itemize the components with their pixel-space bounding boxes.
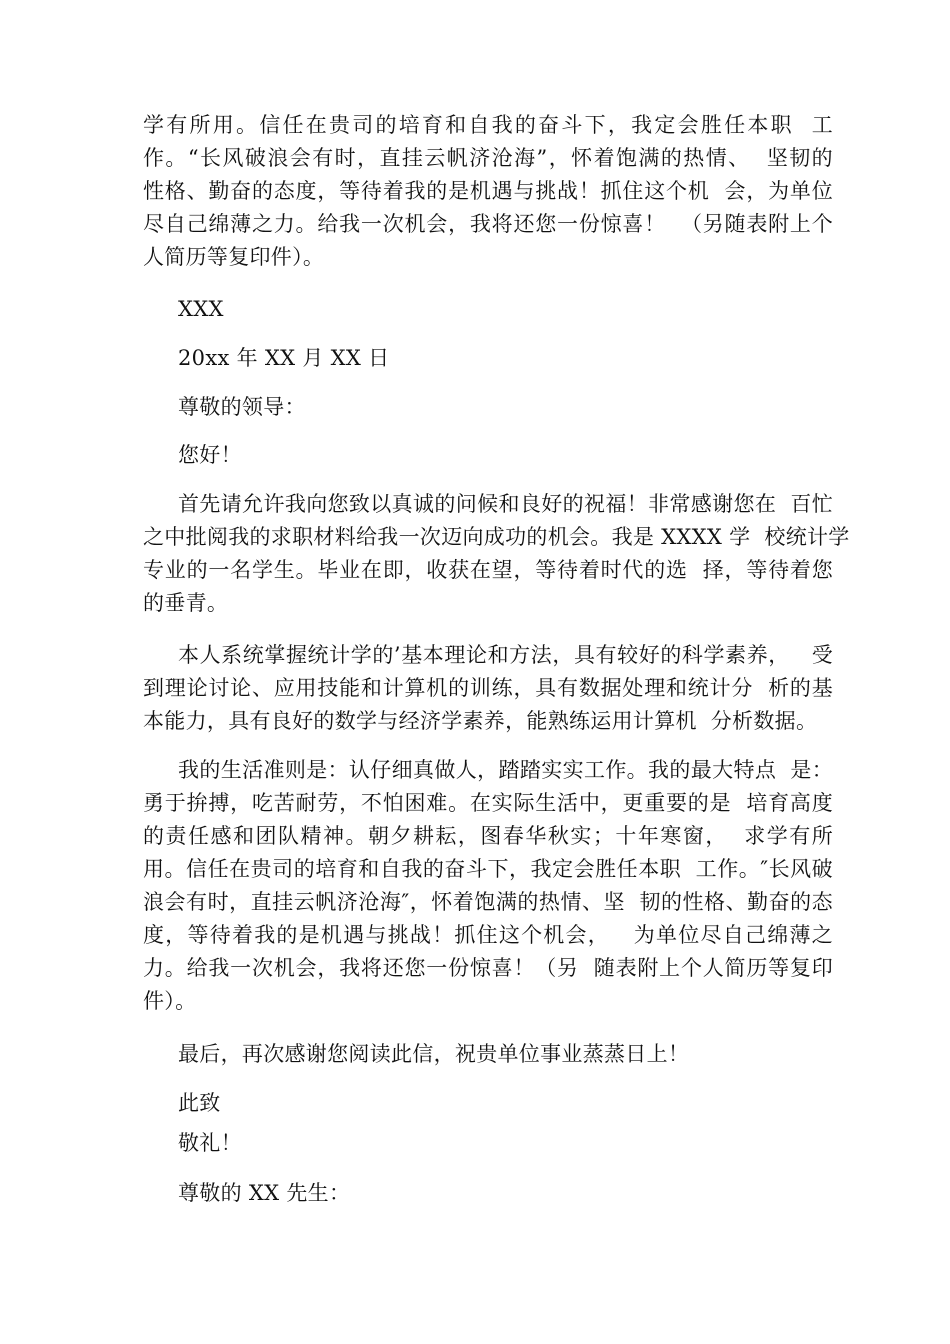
sign-off-2: 敬礼！ <box>178 1131 242 1155</box>
greeting: 您好！ <box>178 443 242 467</box>
p3-line-1: 我的生活准则是：认仔细真做人，踏踏实实工作。我的最大特点 是： <box>178 758 833 782</box>
letter-date: 20xx 年 XX 月 XX 日 <box>178 346 390 370</box>
p1-line-1: 首先请允许我向您致以真诚的问候和良好的祝福！非常感谢您在 百忙 <box>178 492 833 516</box>
intro-line-1: 学有所用。信任在贵司的培育和自我的奋斗下，我定会胜任本职 工 <box>143 113 833 137</box>
p3-line-6: 度，等待着我的是机遇与挑战！抓住这个机会， 为单位尽自己绵薄之 <box>143 923 833 947</box>
p3-line-3: 的责任感和团队精神。朝夕耕耘，图春华秋实；十年寒窗， 求学有所 <box>143 824 833 848</box>
p2-line-2: 到理论讨论、应用技能和计算机的训练，具有数据处理和统计分 析的基 <box>143 676 833 700</box>
intro-line-2: 作。“长风破浪会有时，直挂云帆济沧海”，怀着饱满的热情、 坚韧的 <box>143 146 833 170</box>
sign-off-1: 此致 <box>178 1091 221 1115</box>
p1-line-2: 之中批阅我的求职材料给我一次迈向成功的机会。我是 XXXX 学 校统计学 <box>143 525 850 549</box>
p3-line-2: 勇于拚搏，吃苦耐劳，不怕困难。在实际生活中，更重要的是 培育高度 <box>143 791 833 815</box>
p3-line-5: 浪会有时，直挂云帆济沧海″，怀着饱满的热情、坚 韧的性格、勤奋的态 <box>143 890 833 914</box>
salutation-2: 尊敬的 XX 先生： <box>178 1181 351 1205</box>
signature-name: XXX <box>178 297 224 321</box>
p2-line-3: 本能力，具有良好的数学与经济学素养，能熟练运用计算机 分析数据。 <box>143 709 818 733</box>
closing-line: 最后，再次感谢您阅读此信，祝贵单位事业蒸蒸日上！ <box>178 1042 690 1066</box>
p3-line-7: 力。给我一次机会，我将还您一份惊喜！（另 随表附上个人简历等复印 <box>143 956 833 980</box>
p2-line-1: 本人系统掌握统计学的’基本理论和方法，具有较好的科学素养， 受 <box>178 643 833 667</box>
intro-line-5: 人简历等复印件）。 <box>143 245 325 269</box>
salutation: 尊敬的领导： <box>178 395 306 419</box>
p1-line-4: 的垂青。 <box>143 591 229 615</box>
intro-line-4: 尽自己绵薄之力。给我一次机会，我将还您一份惊喜！ （另随表附上个 <box>143 212 833 236</box>
p3-line-8: 件）。 <box>143 989 197 1013</box>
p3-line-4: 用。信任在贵司的培育和自我的奋斗下，我定会胜任本职 工作。″长风破 <box>143 857 833 881</box>
p1-line-3: 专业的一名学生。毕业在即，收获在望，等待着时代的选 择，等待着您 <box>143 558 833 582</box>
intro-line-3: 性格、勤奋的态度，等待着我的是机遇与挑战！抓住这个机 会，为单位 <box>143 179 833 203</box>
